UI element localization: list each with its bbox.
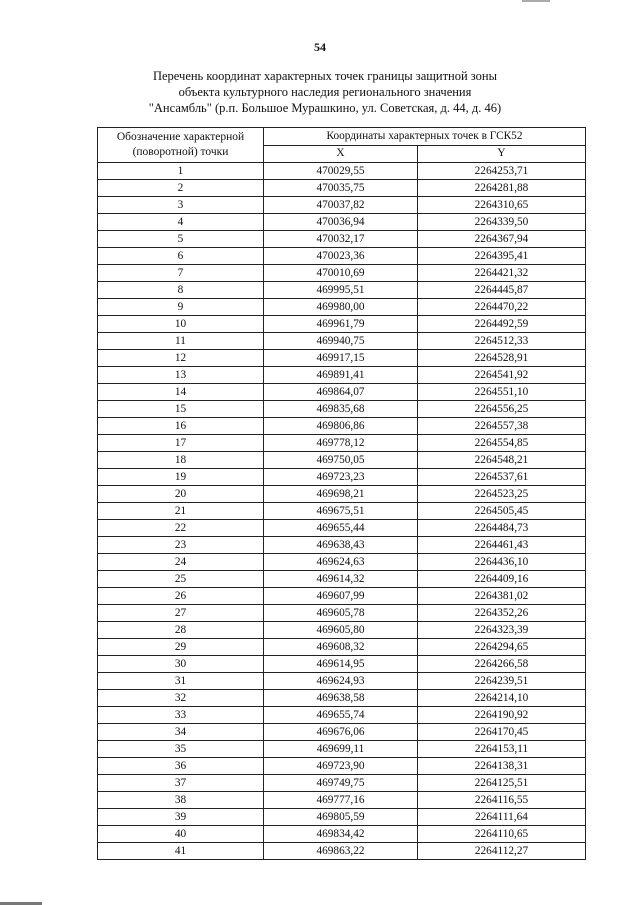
point-number-cell: 9	[98, 299, 264, 316]
table-row	[98, 384, 586, 401]
table-body	[98, 163, 586, 860]
table-row	[98, 537, 586, 554]
point-number-cell: 18	[98, 452, 264, 469]
y-coordinate-cell: 2264116,55	[418, 792, 586, 809]
x-coordinate-cell: 469778,12	[264, 435, 418, 452]
header-coordinates: Координаты характерных точек в ГСК52	[264, 128, 586, 146]
y-coordinate-cell: 2264367,94	[418, 231, 586, 248]
point-number-cell: 36	[98, 758, 264, 775]
point-number-cell: 8	[98, 282, 264, 299]
table-row	[98, 758, 586, 775]
y-coordinate-cell: 2264294,65	[418, 639, 586, 656]
header-x: X	[264, 145, 418, 163]
point-number-cell: 10	[98, 316, 264, 333]
y-coordinate-cell: 2264111,64	[418, 809, 586, 826]
table-row	[98, 299, 586, 316]
y-coordinate-cell: 2264339,50	[418, 214, 586, 231]
table-row	[98, 163, 586, 180]
x-coordinate-cell: 469723,90	[264, 758, 418, 775]
table-header	[98, 128, 586, 163]
y-coordinate-cell: 2264395,41	[418, 248, 586, 265]
point-number-cell: 11	[98, 333, 264, 350]
point-number-cell: 22	[98, 520, 264, 537]
x-coordinate-cell: 469863,22	[264, 843, 418, 860]
y-coordinate-cell: 2264214,10	[418, 690, 586, 707]
point-number-cell: 7	[98, 265, 264, 282]
x-coordinate-cell: 469605,80	[264, 622, 418, 639]
table-row	[98, 367, 586, 384]
point-number-cell: 19	[98, 469, 264, 486]
point-number-cell: 3	[98, 197, 264, 214]
x-coordinate-cell: 469723,23	[264, 469, 418, 486]
scan-edge-mark	[522, 0, 550, 2]
table-row	[98, 673, 586, 690]
point-number-cell: 35	[98, 741, 264, 758]
point-number-cell: 28	[98, 622, 264, 639]
y-coordinate-cell: 2264125,51	[418, 775, 586, 792]
y-coordinate-cell: 2264310,65	[418, 197, 586, 214]
point-number-cell: 33	[98, 707, 264, 724]
y-coordinate-cell: 2264557,38	[418, 418, 586, 435]
x-coordinate-cell: 469805,59	[264, 809, 418, 826]
table-row	[98, 401, 586, 418]
point-number-cell: 39	[98, 809, 264, 826]
table-row	[98, 656, 586, 673]
y-coordinate-cell: 2264323,39	[418, 622, 586, 639]
x-coordinate-cell: 470037,82	[264, 197, 418, 214]
table-row	[98, 588, 586, 605]
table-row	[98, 248, 586, 265]
x-coordinate-cell: 470029,55	[264, 163, 418, 180]
y-coordinate-cell: 2264556,25	[418, 401, 586, 418]
point-number-cell: 23	[98, 537, 264, 554]
x-coordinate-cell: 469806,86	[264, 418, 418, 435]
y-coordinate-cell: 2264190,92	[418, 707, 586, 724]
table-row	[98, 554, 586, 571]
x-coordinate-cell: 469607,99	[264, 588, 418, 605]
y-coordinate-cell: 2264281,88	[418, 180, 586, 197]
table-row	[98, 707, 586, 724]
y-coordinate-cell: 2264551,10	[418, 384, 586, 401]
table-row	[98, 350, 586, 367]
table-row	[98, 214, 586, 231]
table-row	[98, 571, 586, 588]
table-row	[98, 724, 586, 741]
y-coordinate-cell: 2264239,51	[418, 673, 586, 690]
y-coordinate-cell: 2264461,43	[418, 537, 586, 554]
x-coordinate-cell: 469676,06	[264, 724, 418, 741]
x-coordinate-cell: 469749,75	[264, 775, 418, 792]
x-coordinate-cell: 469624,63	[264, 554, 418, 571]
table-row	[98, 792, 586, 809]
table-row	[98, 690, 586, 707]
table-row	[98, 197, 586, 214]
table-row	[98, 435, 586, 452]
x-coordinate-cell: 469699,11	[264, 741, 418, 758]
y-coordinate-cell: 2264266,58	[418, 656, 586, 673]
point-number-cell: 25	[98, 571, 264, 588]
point-number-cell: 17	[98, 435, 264, 452]
point-number-cell: 37	[98, 775, 264, 792]
x-coordinate-cell: 469940,75	[264, 333, 418, 350]
x-coordinate-cell: 469675,51	[264, 503, 418, 520]
table-row	[98, 180, 586, 197]
x-coordinate-cell: 469605,78	[264, 605, 418, 622]
y-coordinate-cell: 2264421,32	[418, 265, 586, 282]
table-row	[98, 639, 586, 656]
x-coordinate-cell: 469834,42	[264, 826, 418, 843]
header-point-designation: Обозначение характерной (поворотной) точки	[98, 128, 264, 163]
title-line-2: объекта культурного наследия регионального значения	[178, 85, 472, 99]
table-row	[98, 775, 586, 792]
table-row	[98, 282, 586, 299]
title-line-3: "Ансамбль" (р.п. Большое Мурашкино, ул. Советская, д. 44, д. 46)	[148, 101, 502, 115]
table-row	[98, 231, 586, 248]
y-coordinate-cell: 2264528,91	[418, 350, 586, 367]
x-coordinate-cell: 469980,00	[264, 299, 418, 316]
y-coordinate-cell: 2264381,02	[418, 588, 586, 605]
x-coordinate-cell: 469698,21	[264, 486, 418, 503]
y-coordinate-cell: 2264537,61	[418, 469, 586, 486]
point-number-cell: 38	[98, 792, 264, 809]
table-row	[98, 418, 586, 435]
point-number-cell: 29	[98, 639, 264, 656]
y-coordinate-cell: 2264523,25	[418, 486, 586, 503]
y-coordinate-cell: 2264253,71	[418, 163, 586, 180]
table-row	[98, 316, 586, 333]
x-coordinate-cell: 469655,74	[264, 707, 418, 724]
y-coordinate-cell: 2264492,59	[418, 316, 586, 333]
x-coordinate-cell: 469835,68	[264, 401, 418, 418]
y-coordinate-cell: 2264436,10	[418, 554, 586, 571]
table-row	[98, 503, 586, 520]
x-coordinate-cell: 469777,16	[264, 792, 418, 809]
point-number-cell: 21	[98, 503, 264, 520]
page-number: 54	[314, 40, 326, 54]
table-row	[98, 741, 586, 758]
x-coordinate-cell: 469750,05	[264, 452, 418, 469]
point-number-cell: 1	[98, 163, 264, 180]
point-number-cell: 16	[98, 418, 264, 435]
point-number-cell: 32	[98, 690, 264, 707]
x-coordinate-cell: 469624,93	[264, 673, 418, 690]
point-number-cell: 31	[98, 673, 264, 690]
point-number-cell: 27	[98, 605, 264, 622]
table-row	[98, 826, 586, 843]
x-coordinate-cell: 470032,17	[264, 231, 418, 248]
point-number-cell: 6	[98, 248, 264, 265]
y-coordinate-cell: 2264484,73	[418, 520, 586, 537]
y-coordinate-cell: 2264548,21	[418, 452, 586, 469]
point-number-cell: 15	[98, 401, 264, 418]
point-number-cell: 5	[98, 231, 264, 248]
x-coordinate-cell: 470035,75	[264, 180, 418, 197]
y-coordinate-cell: 2264409,16	[418, 571, 586, 588]
point-number-cell: 40	[98, 826, 264, 843]
document-title	[70, 68, 580, 116]
x-coordinate-cell: 470010,69	[264, 265, 418, 282]
point-number-cell: 34	[98, 724, 264, 741]
x-coordinate-cell: 469995,51	[264, 282, 418, 299]
y-coordinate-cell: 2264110,65	[418, 826, 586, 843]
point-number-cell: 4	[98, 214, 264, 231]
x-coordinate-cell: 470036,94	[264, 214, 418, 231]
x-coordinate-cell: 469655,44	[264, 520, 418, 537]
y-coordinate-cell: 2264445,87	[418, 282, 586, 299]
table-row	[98, 486, 586, 503]
table-row	[98, 520, 586, 537]
y-coordinate-cell: 2264541,92	[418, 367, 586, 384]
y-coordinate-cell: 2264112,27	[418, 843, 586, 860]
x-coordinate-cell: 469891,41	[264, 367, 418, 384]
y-coordinate-cell: 2264138,31	[418, 758, 586, 775]
x-coordinate-cell: 469614,32	[264, 571, 418, 588]
table-row	[98, 843, 586, 860]
point-number-cell: 41	[98, 843, 264, 860]
table-row	[98, 469, 586, 486]
y-coordinate-cell: 2264352,26	[418, 605, 586, 622]
point-number-cell: 30	[98, 656, 264, 673]
x-coordinate-cell: 469638,43	[264, 537, 418, 554]
y-coordinate-cell: 2264512,33	[418, 333, 586, 350]
y-coordinate-cell: 2264470,22	[418, 299, 586, 316]
coordinates-table	[97, 127, 586, 860]
x-coordinate-cell: 469608,32	[264, 639, 418, 656]
x-coordinate-cell: 469614,95	[264, 656, 418, 673]
header-y: Y	[418, 145, 586, 163]
y-coordinate-cell: 2264554,85	[418, 435, 586, 452]
point-number-cell: 20	[98, 486, 264, 503]
table-row	[98, 809, 586, 826]
x-coordinate-cell: 470023,36	[264, 248, 418, 265]
point-number-cell: 14	[98, 384, 264, 401]
y-coordinate-cell: 2264505,45	[418, 503, 586, 520]
x-coordinate-cell: 469961,79	[264, 316, 418, 333]
table-row	[98, 333, 586, 350]
point-number-cell: 12	[98, 350, 264, 367]
y-coordinate-cell: 2264170,45	[418, 724, 586, 741]
point-number-cell: 26	[98, 588, 264, 605]
x-coordinate-cell: 469638,58	[264, 690, 418, 707]
table-row	[98, 605, 586, 622]
x-coordinate-cell: 469864,07	[264, 384, 418, 401]
point-number-cell: 2	[98, 180, 264, 197]
table-row	[98, 452, 586, 469]
table-row	[98, 265, 586, 282]
x-coordinate-cell: 469917,15	[264, 350, 418, 367]
table-row	[98, 622, 586, 639]
point-number-cell: 13	[98, 367, 264, 384]
title-line-1: Перечень координат характерных точек границы защитной зоны	[152, 69, 498, 83]
y-coordinate-cell: 2264153,11	[418, 741, 586, 758]
point-number-cell: 24	[98, 554, 264, 571]
